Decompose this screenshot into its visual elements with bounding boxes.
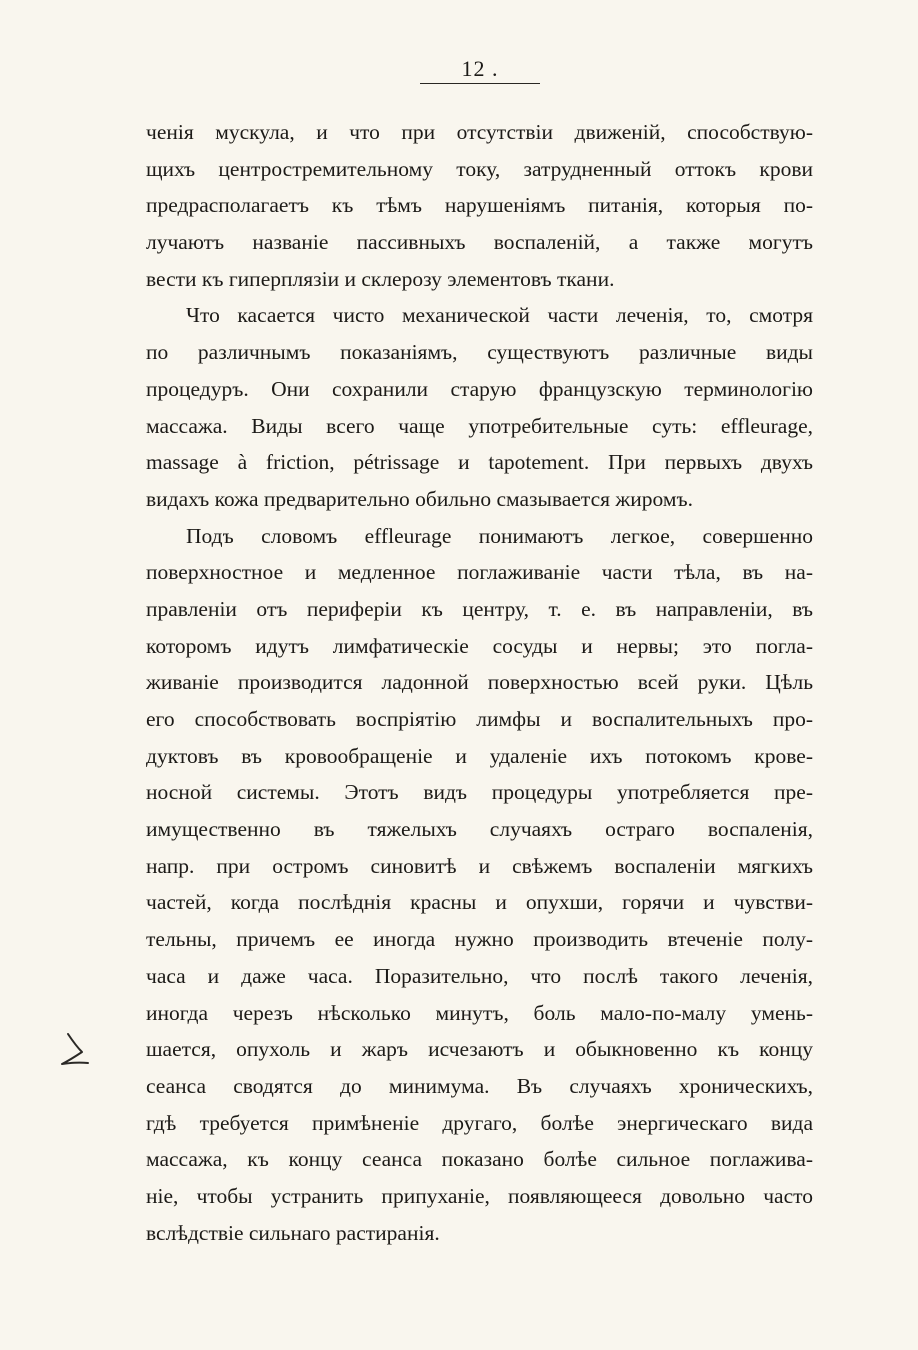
text-line: massage à friction, pétrissage и tapotement. При первыхъ двухъ [146, 450, 813, 475]
text-line: щихъ центростремительному току, затрудненный оттокъ крови [146, 156, 813, 181]
text-line: часа и даже часа. Поразительно, что послѣ такого леченія, [146, 963, 813, 988]
text-line: лучаютъ названіе пассивныхъ воспаленій, а также могутъ [146, 230, 813, 255]
text-line: гдѣ требуется примѣненіе другаго, болѣе энергическаго вида [146, 1110, 813, 1135]
text-line: видахъ кожа предварительно обильно смазывается жиромъ. [146, 486, 693, 511]
text-line: которомъ идутъ лимфатическіе сосуды и нервы; это погла- [146, 633, 813, 658]
paragraph-start-line: Подъ словомъ effleurage понимаютъ легкое, совершенно [186, 523, 813, 548]
paragraph-start-line: Что касается чисто механической части леченія, то, смотря [186, 303, 813, 328]
text-line: вслѣдствіе сильнаго растиранія. [146, 1220, 440, 1245]
text-line: носной системы. Этотъ видъ процедуры употребляется пре- [146, 780, 813, 805]
text-line: правленіи отъ периферіи къ центру, т. е. въ направленіи, въ [146, 596, 813, 621]
text-line: сеанса сводятся до минимума. Въ случаяхъ хроническихъ, [146, 1073, 813, 1098]
text-line: живаніе производится ладонной поверхностью всей руки. Цѣль [146, 670, 813, 695]
body-text [146, 114, 813, 1251]
text-line: имущественно въ тяжелыхъ случаяхъ остраго воспаленія, [146, 817, 813, 842]
text-line: массажа, къ концу сеанса показано болѣе сильное поглажива- [146, 1147, 813, 1172]
text-line: тельны, причемъ ее иногда нужно производить втеченіе полу- [146, 927, 813, 952]
text-line: иногда черезъ нѣсколько минутъ, боль мало-по-малу умень- [146, 1000, 813, 1025]
text-line: предрасполагаетъ къ тѣмъ нарушеніямъ питанія, которыя по- [146, 193, 813, 218]
text-line: процедуръ. Они сохранили старую французскую терминологію [146, 376, 813, 401]
text-line: шается, опухоль и жаръ исчезаютъ и обыкновенно къ концу [146, 1037, 813, 1062]
text-line: по различнымъ показаніямъ, существуютъ различные виды [146, 340, 813, 365]
text-line: ченія мускула, и что при отсутствіи движеній, способствую- [146, 120, 813, 144]
handwritten-margin-mark [58, 1030, 94, 1070]
text-line: дуктовъ въ кровообращеніе и удаленіе ихъ потокомъ крове- [146, 743, 813, 768]
header-rule [420, 83, 540, 84]
text-line: его способствовать воспріятію лимфы и воспалительныхъ про- [146, 707, 813, 731]
text-line: вести къ гиперплязіи и склерозу элементовъ ткани. [146, 266, 615, 291]
text-line: ніе, чтобы устранить припуханіе, появляющееся довольно часто [146, 1183, 813, 1208]
text-line: напр. при остромъ синовитѣ и свѣжемъ воспаленіи мягкихъ [146, 853, 813, 878]
page-number: 12 . [461, 56, 499, 81]
text-line: частей, когда послѣднія красны и опухши, горячи и чувстви- [146, 890, 813, 915]
text-line: массажа. Виды всего чаще употребительные суть: effleurage, [146, 413, 813, 438]
text-line: поверхностное и медленное поглаживаніе части тѣла, въ на- [146, 560, 813, 585]
